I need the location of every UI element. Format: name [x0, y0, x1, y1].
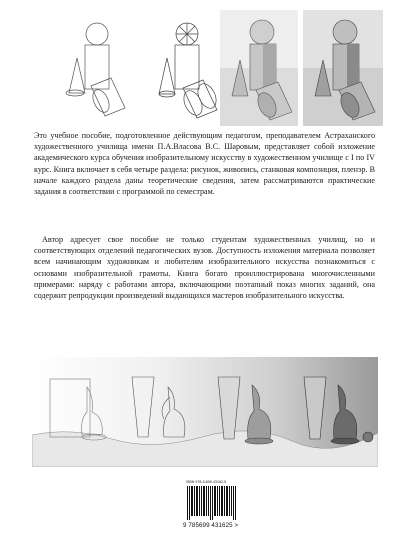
isbn-label: ISBN 978-5-699-43162-5 [186, 480, 227, 484]
geometric-still-life-stages-illustration [55, 8, 385, 128]
stage-1-sketch [66, 23, 125, 116]
stage-2-construction [159, 23, 220, 118]
barcode-digits: 9 785699 431625 > [183, 522, 239, 529]
description-paragraph-2: Автор адресует свое пособие не только студентам художественных училищ, но и соответствующих отделений педагогических вузов. Доступность изложения материала позволяет всем начинающим художникам и любителям изобразительного искусства познакомиться с основами изобразительной грамоты. Книга богато проиллюстрирована многочисленными примерами: наряду с работами автора, включающими поэтапный показ многих заданий, она содержит репродукции произведений выдающихся мастеров изобразительного искусства. [34, 235, 375, 301]
description-paragraph-1: Это учебное пособие, подготовленное действующим педагогом, преподавателем Астраханского художественного училища имени П.А.Власова В.С. Шаровым, представляет собой изложение академического курса обучения изобразительному искусству в художественном училище с I по IV курс. Книга включает в себя четыре раздела: рисунок, живопись, станковая композиция, пленэр. В начале каждого раздела даны теоретические сведения, затем рассматриваются практические задания в соответствии с программой по семестрам. [34, 131, 375, 197]
stage-3-tonal [220, 10, 298, 126]
stage-4-finished [303, 10, 383, 126]
jug-still-life-stages-illustration [32, 357, 378, 467]
